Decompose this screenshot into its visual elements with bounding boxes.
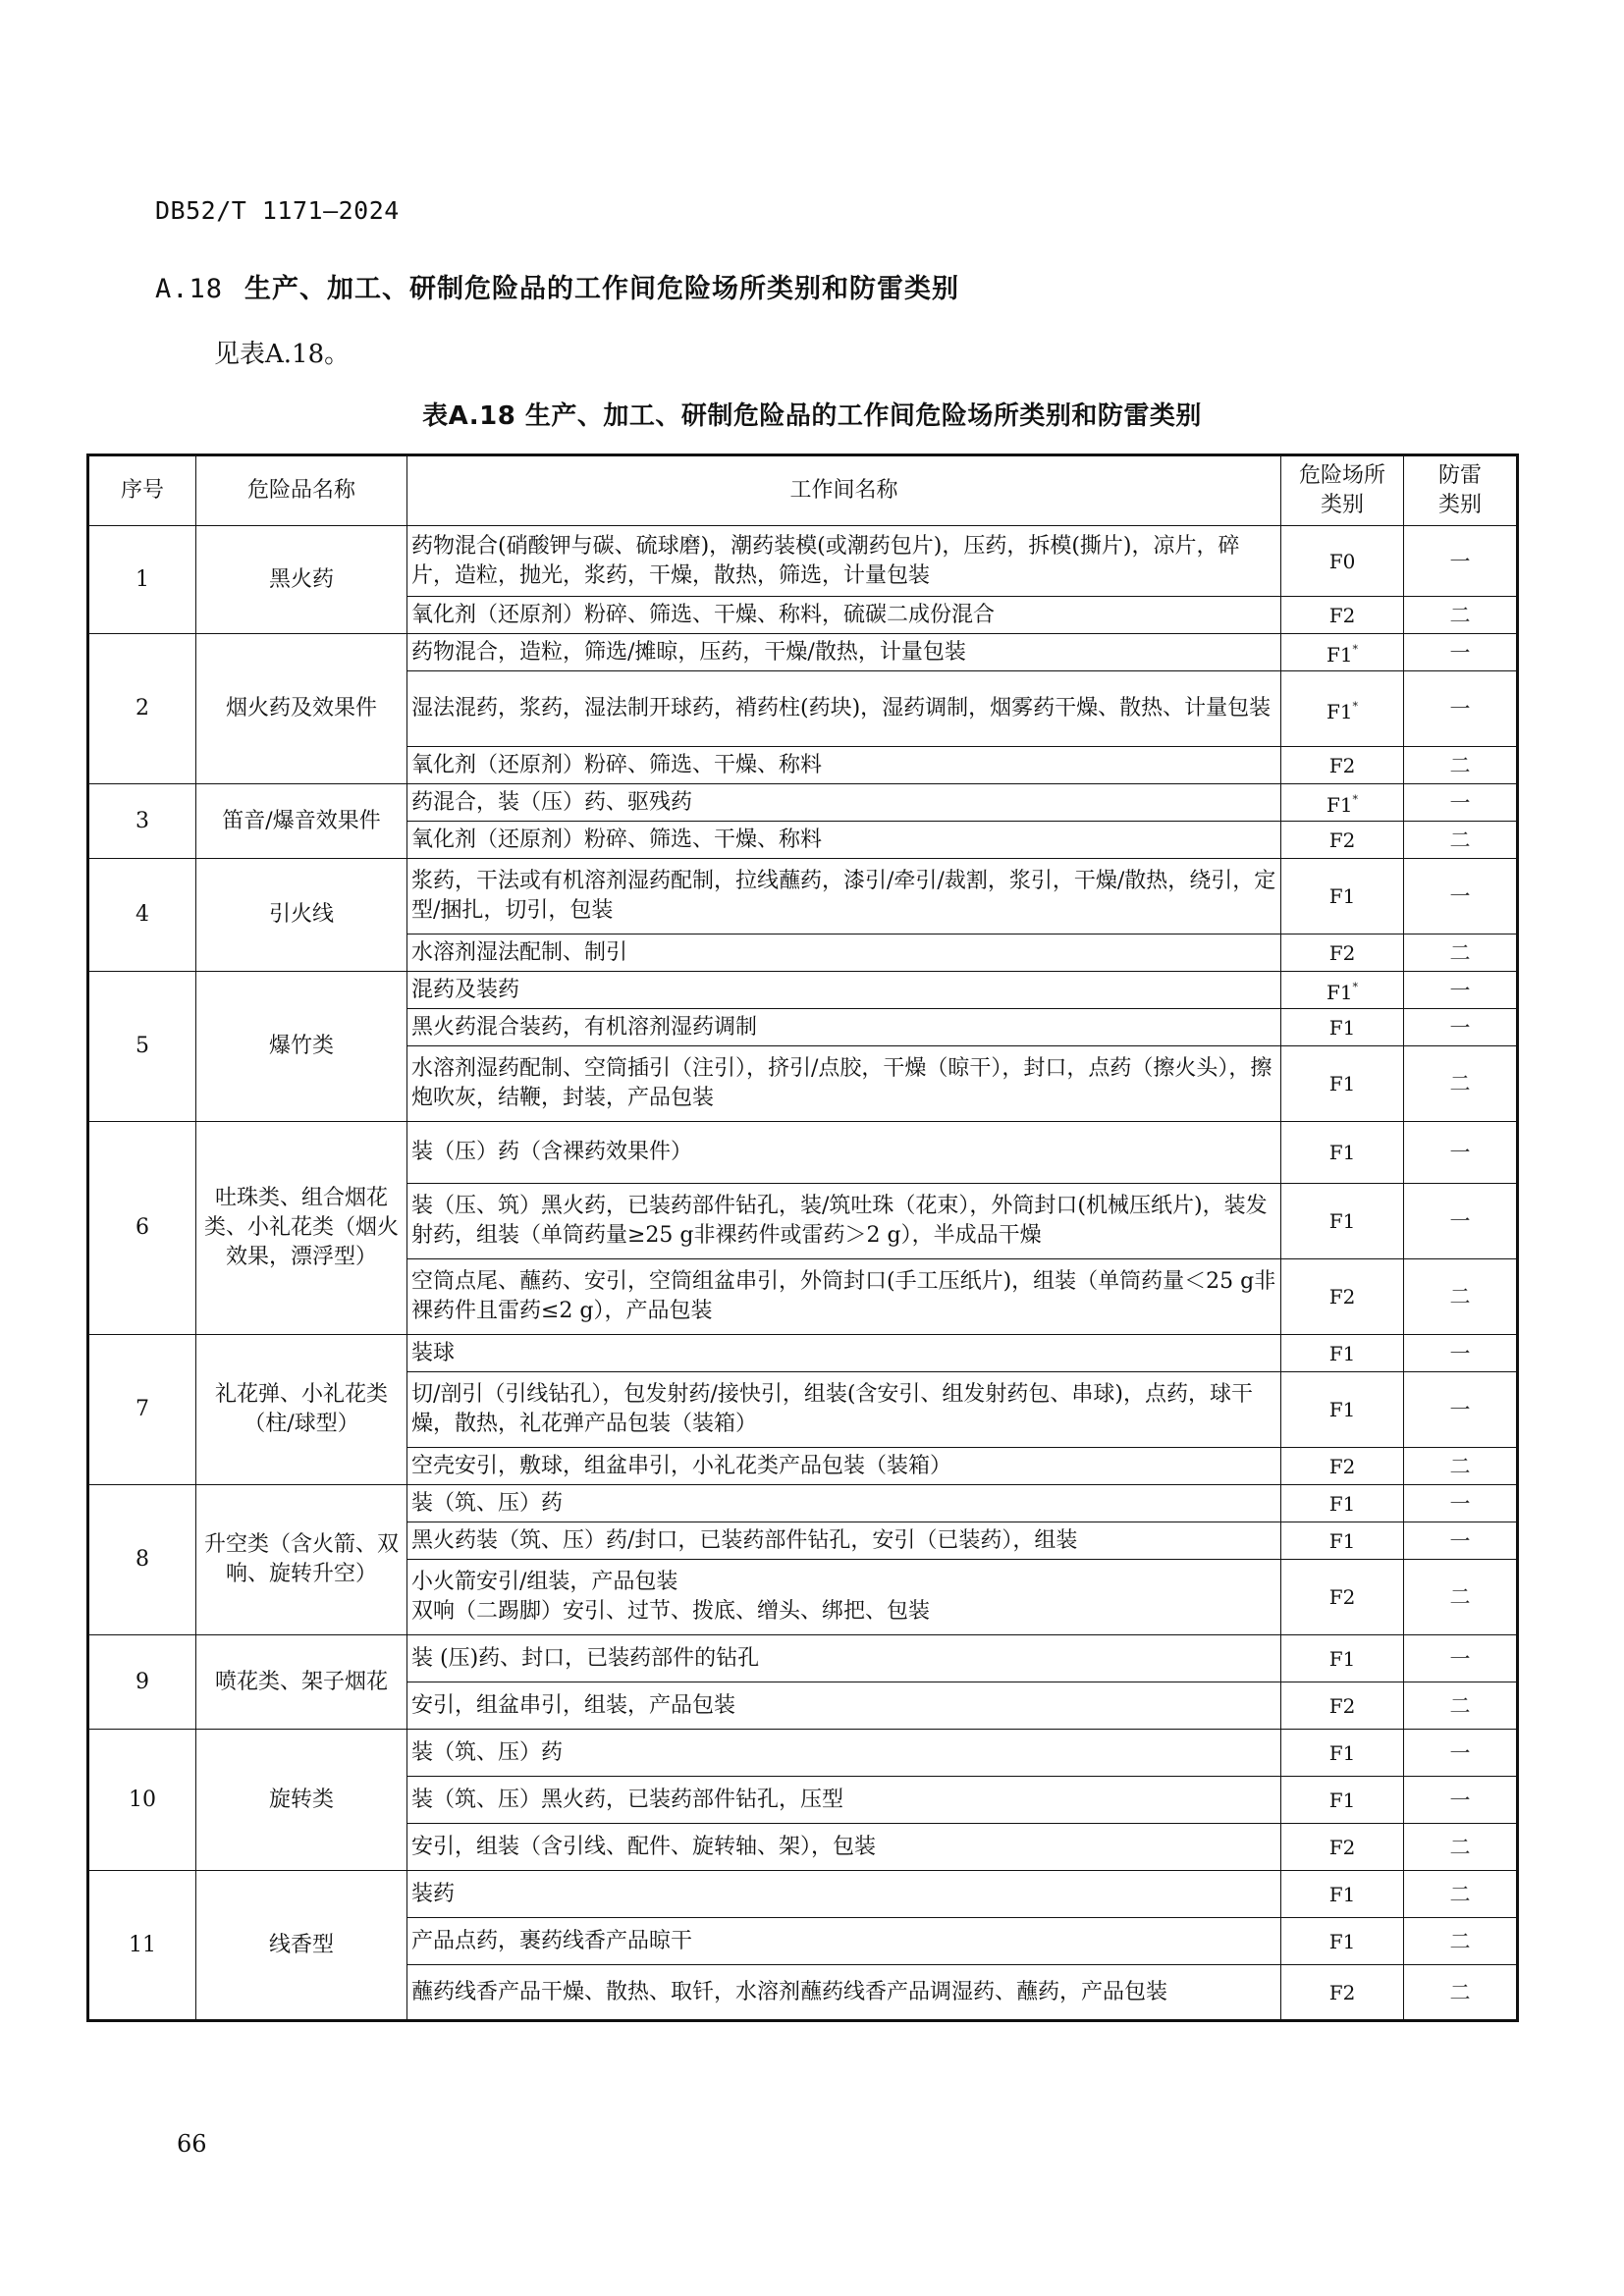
hazard-category-cell [1281, 1918, 1404, 1965]
hazard-category-cell [1281, 1522, 1404, 1560]
section-title-text: 生产、加工、研制危险品的工作间危险场所类别和防雷类别 [244, 274, 960, 304]
hazard-category-cell [1281, 1485, 1404, 1522]
hazard-code: F2 [1328, 940, 1356, 965]
lightning-category-cell: 一 [1404, 671, 1518, 747]
seq-cell: 2 [88, 634, 196, 784]
workroom-cell [407, 859, 1281, 934]
section-number: A.18 [155, 274, 224, 304]
hazard-category-cell [1281, 1635, 1404, 1682]
table-row [88, 1335, 1518, 1372]
workroom-cell [407, 1448, 1281, 1485]
hazard-classification-table [86, 454, 1519, 2022]
workroom-cell [407, 1372, 1281, 1448]
lightning-category-cell: 一 [1404, 1777, 1518, 1824]
lightning-category-cell: 二 [1404, 1965, 1518, 2021]
hazard-code: F1 [1328, 1341, 1356, 1365]
product-name-cell: 爆竹类 [196, 972, 407, 1122]
hazard-category-cell [1281, 1184, 1404, 1259]
hazard-code: F0 [1328, 549, 1356, 573]
lightning-category-cell: 二 [1404, 597, 1518, 634]
hazard-code: F2 [1328, 828, 1356, 852]
workroom-text: 氧化剂（还原剂）粉碎、筛选、干燥、称料 [411, 752, 823, 777]
hazard-code: F1 [1326, 643, 1353, 667]
hazard-category-cell [1281, 859, 1404, 934]
hazard-footnote-mark: * [1352, 981, 1359, 993]
workroom-cell [407, 1122, 1281, 1184]
lightning-category-cell: 一 [1404, 859, 1518, 934]
workroom-cell [407, 526, 1281, 597]
table-row [88, 1122, 1518, 1184]
lightning-category-cell: 一 [1404, 634, 1518, 671]
workroom-text: 药物混合，造粒，筛选/摊晾，压药，干燥/散热，计量包装 [411, 639, 966, 665]
product-name-cell: 线香型 [196, 1871, 407, 2021]
workroom-text: 水溶剂湿药配制、空筒插引（注引），挤引/点胶，干燥（晾干），封口，点药（擦火头），擦炮吹灰，结鞭，封装，产品包装 [411, 1056, 1272, 1110]
table-reference-text: 见表A.18。 [214, 340, 351, 369]
hazard-footnote-mark: * [1352, 643, 1359, 656]
hazard-category-cell [1281, 1824, 1404, 1871]
hazard-category-cell [1281, 784, 1404, 822]
table-caption: 表A.18 生产、加工、研制危险品的工作间危险场所类别和防雷类别 [422, 401, 1202, 431]
seq-cell: 11 [88, 1871, 196, 2021]
workroom-cell [407, 1259, 1281, 1335]
workroom-text: 安引，组盆串引，组装，产品包装 [411, 1692, 736, 1718]
workroom-cell [407, 597, 1281, 634]
lightning-category-cell: 一 [1404, 1122, 1518, 1184]
workroom-text: 装（压）药（含裸药效果件） [411, 1140, 693, 1164]
workroom-text: 小火箭安引/组装，产品包装 [411, 1570, 678, 1594]
workroom-text-line2: 双响（二踢脚）安引、过节、拨底、缯头、绑把、包装 [411, 1599, 931, 1624]
product-name-cell: 升空类（含火箭、双响、旋转升空） [196, 1485, 407, 1635]
hazard-code: F1 [1328, 1491, 1356, 1516]
lightning-category-cell: 一 [1404, 1522, 1518, 1560]
workroom-cell [407, 1560, 1281, 1635]
workroom-text: 氧化剂（还原剂）粉碎、筛选、干燥、称料，硫碳二成份混合 [411, 602, 996, 627]
workroom-cell [407, 1730, 1281, 1777]
workroom-cell [407, 1335, 1281, 1372]
lightning-category-cell: 一 [1404, 1730, 1518, 1777]
workroom-text: 装（筑、压）黑火药，已装药部件钻孔，压型 [411, 1787, 844, 1812]
hazard-code: F2 [1328, 1585, 1356, 1609]
workroom-text: 空筒点尾、蘸药、安引，空筒组盆串引，外筒封口(手工压纸片)，组装（单筒药量＜25 g非裸药件且雷药≤2 g），产品包装 [411, 1269, 1276, 1323]
header-lightning-line2: 类别 [1437, 493, 1482, 517]
product-name-cell: 引火线 [196, 859, 407, 972]
hazard-code: F1 [1328, 1528, 1356, 1553]
section-heading [155, 267, 959, 305]
workroom-text: 装药 [411, 1881, 456, 1906]
hazard-code: F1 [1326, 699, 1353, 723]
hazard-category-cell [1281, 822, 1404, 859]
seq-cell: 3 [88, 784, 196, 859]
workroom-cell [407, 1009, 1281, 1046]
seq-cell: 4 [88, 859, 196, 972]
table-row [88, 859, 1518, 934]
hazard-code: F1 [1328, 1398, 1356, 1421]
table-row [88, 1871, 1518, 1918]
hazard-category-cell [1281, 1682, 1404, 1730]
table-header-row [88, 455, 1518, 526]
product-name-cell: 黑火药 [196, 526, 407, 634]
product-name-cell: 礼花弹、小礼花类（柱/球型） [196, 1335, 407, 1485]
lightning-category-cell: 二 [1404, 1682, 1518, 1730]
seq-cell: 10 [88, 1730, 196, 1871]
workroom-cell [407, 1918, 1281, 1965]
workroom-cell [407, 1824, 1281, 1871]
hazard-code: F2 [1328, 1693, 1356, 1718]
workroom-text: 湿法混药，浆药，湿法制开球药，褙药柱(药块)，湿药调制，烟雾药干燥、散热、计量包装 [411, 696, 1272, 721]
lightning-category-cell: 二 [1404, 934, 1518, 972]
workroom-text: 黑火药混合装药，有机溶剂湿药调制 [411, 1014, 758, 1040]
hazard-category-cell [1281, 671, 1404, 747]
hazard-category-cell [1281, 1448, 1404, 1485]
table-body [88, 526, 1518, 2021]
lightning-category-cell: 二 [1404, 1448, 1518, 1485]
seq-cell: 9 [88, 1635, 196, 1730]
lightning-category-cell: 一 [1404, 1009, 1518, 1046]
hazard-code: F1 [1328, 1141, 1356, 1164]
workroom-cell [407, 822, 1281, 859]
lightning-category-cell: 一 [1404, 1485, 1518, 1522]
workroom-cell [407, 671, 1281, 747]
workroom-cell [407, 1522, 1281, 1560]
hazard-category-cell [1281, 972, 1404, 1009]
table-row [88, 1485, 1518, 1522]
header-hazard-category [1281, 455, 1404, 526]
lightning-category-cell: 一 [1404, 1335, 1518, 1372]
lightning-category-cell: 二 [1404, 1824, 1518, 1871]
table-row [88, 784, 1518, 822]
hazard-code: F1 [1328, 1209, 1356, 1233]
hazard-category-cell [1281, 747, 1404, 784]
workroom-text: 氧化剂（还原剂）粉碎、筛选、干燥、称料 [411, 827, 823, 852]
product-name-cell: 喷花类、架子烟花 [196, 1635, 407, 1730]
hazard-footnote-mark: * [1352, 699, 1359, 713]
workroom-cell [407, 1965, 1281, 2021]
workroom-text: 产品点药，裹药线香产品晾干 [411, 1928, 693, 1953]
lightning-category-cell: 一 [1404, 1635, 1518, 1682]
lightning-category-cell: 一 [1404, 1184, 1518, 1259]
hazard-category-cell [1281, 1965, 1404, 2021]
workroom-text: 浆药，干法或有机溶剂湿药配制，拉线蘸药，漆引/牵引/裁割，浆引，干燥/散热，绕引，定型/捆扎，切引，包装 [411, 869, 1276, 923]
hazard-code: F2 [1328, 753, 1356, 777]
header-hazard-line2: 类别 [1320, 493, 1364, 517]
hazard-category-cell [1281, 597, 1404, 634]
hazard-category-cell [1281, 526, 1404, 597]
lightning-category-cell: 一 [1404, 1372, 1518, 1448]
hazard-category-cell [1281, 1372, 1404, 1448]
lightning-category-cell: 一 [1404, 972, 1518, 1009]
hazard-category-cell [1281, 1730, 1404, 1777]
hazard-code: F1 [1328, 1015, 1356, 1040]
workroom-text: 水溶剂湿法配制、制引 [411, 939, 628, 965]
hazard-category-cell [1281, 1046, 1404, 1122]
workroom-text: 装 (压)药、封口，已装药部件的钻孔 [411, 1645, 760, 1671]
lightning-category-cell: 二 [1404, 1046, 1518, 1122]
workroom-cell [407, 1635, 1281, 1682]
hazard-code: F2 [1328, 1454, 1356, 1478]
product-name-cell: 旋转类 [196, 1730, 407, 1871]
table-row [88, 526, 1518, 597]
hazard-code: F2 [1328, 1835, 1356, 1859]
lightning-category-cell: 二 [1404, 1560, 1518, 1635]
seq-cell: 8 [88, 1485, 196, 1635]
seq-cell: 6 [88, 1122, 196, 1335]
table-row [88, 1635, 1518, 1682]
hazard-code: F1 [1326, 981, 1353, 1004]
workroom-cell [407, 1485, 1281, 1522]
workroom-cell [407, 747, 1281, 784]
hazard-category-cell [1281, 1335, 1404, 1372]
header-lightning-line1: 防雷 [1437, 463, 1482, 488]
hazard-category-cell [1281, 1871, 1404, 1918]
header-lightning-category [1404, 455, 1518, 526]
workroom-text: 装（压、筑）黑火药，已装药部件钻孔，装/筑吐珠（花束），外筒封口(机械压纸片)，装发射药，组装（单筒药量≥25 g非裸药件或雷药＞2 g），半成品干燥 [411, 1194, 1268, 1248]
header-product-name: 危险品名称 [196, 455, 407, 526]
lightning-category-cell: 二 [1404, 1871, 1518, 1918]
hazard-category-cell [1281, 934, 1404, 972]
hazard-category-cell [1281, 1122, 1404, 1184]
workroom-text: 安引，组装（含引线、配件、旋转轴、架），包装 [411, 1834, 877, 1859]
workroom-cell [407, 1682, 1281, 1730]
header-seq: 序号 [88, 455, 196, 526]
table-row [88, 634, 1518, 671]
workroom-cell [407, 1871, 1281, 1918]
workroom-cell [407, 634, 1281, 671]
document-code: DB52/T 1171—2024 [155, 196, 400, 225]
lightning-category-cell: 二 [1404, 1918, 1518, 1965]
hazard-code: F1 [1328, 1740, 1356, 1765]
seq-cell: 5 [88, 972, 196, 1122]
workroom-text: 黑火药装（筑、压）药/封口，已装药部件钻孔，安引（已装药），组装 [411, 1527, 1078, 1553]
product-name-cell: 吐珠类、组合烟花类、小礼花类（烟火效果，漂浮型） [196, 1122, 407, 1335]
table-row [88, 1730, 1518, 1777]
hazard-category-cell [1281, 1259, 1404, 1335]
hazard-code: F1 [1328, 1882, 1356, 1906]
hazard-code: F2 [1328, 1285, 1356, 1308]
workroom-cell [407, 934, 1281, 972]
hazard-code: F2 [1328, 1980, 1356, 2004]
workroom-text: 蘸药线香产品干燥、散热、取钎，水溶剂蘸药线香产品调湿药、蘸药，产品包装 [411, 1979, 1168, 2004]
lightning-category-cell: 二 [1404, 1259, 1518, 1335]
hazard-code: F1 [1328, 884, 1356, 908]
workroom-cell [407, 1184, 1281, 1259]
workroom-text: 混药及装药 [411, 977, 520, 1002]
product-name-cell: 烟火药及效果件 [196, 634, 407, 784]
hazard-code: F1 [1326, 793, 1353, 817]
table-row [88, 972, 1518, 1009]
workroom-text: 装（筑、压）药 [411, 1490, 564, 1516]
workroom-text: 药混合，装（压）药、驱残药 [411, 789, 693, 815]
hazard-code: F1 [1328, 1072, 1356, 1095]
workroom-text: 药物混合(硝酸钾与碳、硫球磨)，潮药装模(或潮药包片)，压药，拆模(撕片)，凉片，碎片，造粒，抛光，浆药，干燥，散热，筛选，计量包装 [411, 533, 1240, 588]
hazard-category-cell [1281, 1009, 1404, 1046]
hazard-category-cell [1281, 1560, 1404, 1635]
lightning-category-cell: 二 [1404, 822, 1518, 859]
workroom-text: 装球 [411, 1340, 456, 1365]
hazard-code: F1 [1328, 1929, 1356, 1953]
workroom-cell [407, 1777, 1281, 1824]
lightning-category-cell: 一 [1404, 784, 1518, 822]
workroom-text: 切/剖引（引线钻孔），包发射药/接快引，组装(含安引、组发射药包、串球)，点药，球干燥，散热，礼花弹产品包装（装箱） [411, 1382, 1253, 1436]
header-workroom-name: 工作间名称 [407, 455, 1281, 526]
hazard-code: F1 [1328, 1788, 1356, 1812]
workroom-cell [407, 784, 1281, 822]
hazard-category-cell [1281, 634, 1404, 671]
lightning-category-cell: 一 [1404, 526, 1518, 597]
workroom-cell [407, 1046, 1281, 1122]
product-name-cell: 笛音/爆音效果件 [196, 784, 407, 859]
seq-cell: 1 [88, 526, 196, 634]
workroom-cell [407, 972, 1281, 1009]
seq-cell: 7 [88, 1335, 196, 1485]
page-number: 66 [177, 2130, 207, 2158]
hazard-code: F1 [1328, 1646, 1356, 1671]
header-hazard-line1: 危险场所 [1298, 463, 1385, 488]
workroom-text: 装（筑、压）药 [411, 1739, 564, 1765]
workroom-text: 空壳安引，敷球，组盆串引，小礼花类产品包装（装箱） [411, 1453, 952, 1478]
hazard-category-cell [1281, 1777, 1404, 1824]
hazard-code: F2 [1328, 603, 1356, 627]
lightning-category-cell: 二 [1404, 747, 1518, 784]
hazard-footnote-mark: * [1352, 793, 1359, 806]
